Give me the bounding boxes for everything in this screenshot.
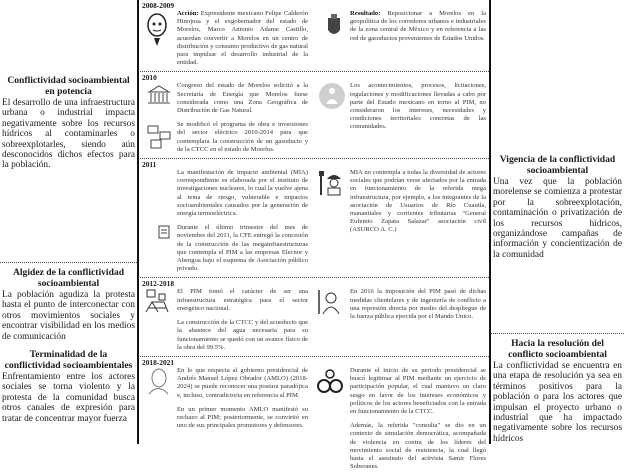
stage-title: Vigencia de la conflictividad socioambiental — [499, 154, 616, 176]
stage-title: Hacia la resolución del conflicto socioambiental — [508, 338, 607, 360]
result-text: En 2016 la imposición del PIM pasó de dichas medidas clientelares y de ingeniería de conflicto a una represión directa por medio del despliegue de la fuerza pública ejercida por el Mando Único. — [350, 288, 486, 321]
event-text: En un primer momento AMLO manifestó su rechazo al PIM; posteriormente, se convirtió en uno de sus principales promotores y defensores. — [177, 405, 308, 430]
event-text: Acción: Expresidente mexicano Felipe Calderón Hinojosa y el exgobernador del estado de Morelos, Marco Antonio Adame Castillo, acuerdan convertir a Morelos en un centro de distribución y consumo productivo de gas natural para impulsar el desarrollo industrial de la entidad. — [177, 10, 308, 67]
stage-text: Una vez que la población morelense se comienza a protestar por la sobreexplotación, contaminación o privatización de los recursos hídricos, organizándose campañas de información y concientización de la comunidad — [493, 177, 622, 260]
document-icon — [158, 225, 170, 239]
community-icon — [318, 82, 346, 110]
coat-of-arms-icon — [320, 12, 348, 40]
year-label: 2012-2018 — [142, 279, 175, 289]
year-label: 2010 — [142, 73, 157, 83]
result-text: Durante el inicio de su periodo presidencial se buscó legitimar al PIM mediante un ejercicio de participación popular, el cual mantuvo un claro sesgo en favor de los intereses económicos y políticos de los actores beneficiados con la entrada en funcionamiento de la CTCC. — [350, 366, 486, 415]
computer-network-icon — [145, 122, 173, 150]
event-text: En lo que respecta al gobierno presidencial de Andrés Manuel López Obrador (AMLO) (2018-2024) se puede reconocer una postura paradójica e, incluso, contradictoria en referencia al PIM. — [177, 366, 308, 399]
stage-terminalidad — [0, 342, 137, 424]
handcuffs-icon — [316, 367, 344, 395]
stage-algidez — [0, 263, 137, 342]
result-text: Además, la referida "consulta" se dio en un contexto de simulación democrática, acompañada de violencia en contra de los líderes del movimiento social de resistencia, la cual llegó hasta el asesinato del activista Samir Flores Soberanes. — [350, 422, 486, 471]
stage-potential — [0, 0, 137, 263]
event-text: Durante el último trimestre del mes de noviembre del 2011, la CFE entregó la concesión de la construcción de las megainfraestructuras que contempla el PIM a las empresas Elecnor y Abengoa bajo el esquema de Asociación público privado. — [177, 224, 308, 273]
police-icon — [316, 288, 344, 316]
timeline-row-2011 — [140, 159, 489, 278]
result-text: Resultado: Reposicionar a Morelos en la geopolítica de los corredores urbanos e industriales de la zona central de México y en referencia a las red de gasoductos provenientes de Estados Unidos. — [350, 10, 486, 42]
year-label: 2008-2009 — [142, 1, 175, 10]
timeline-row-2010 — [140, 72, 489, 159]
stage-vigencia — [491, 0, 624, 334]
event-text: El PIM tomó el carácter de ser una infraestructura estratégica para el sector energético nacional. — [177, 288, 308, 312]
infrastructure-icon — [144, 288, 172, 316]
stage-title: Algidez de la conflictividad socioambiental — [12, 267, 125, 289]
amlo-portrait-icon — [144, 367, 172, 395]
event-text: La manifestación de impacto ambiental (MIA) correspondiente es elaborada por el instituto de investigaciones nucleares, lo cual la vuelve ajena al tema de riesgo, vulnerable e impactos socioambientales causados por la generación de energía termoeléctrica. — [177, 169, 308, 218]
event-text: Congreso del estado de Morelos solicitó a la Secretaría de Energía que Morelos fuese considerada como una Zona Geográfica de Distribución de Gas Natural. — [177, 82, 308, 115]
stage-text: La conflictividad se encuentra en una etapa de resolución ya sea en términos positivos para la población o para los actores que impulsan el proyecto urbano o industrial que ha impactado negativamente sobre los recursos hídricos — [493, 361, 622, 444]
worker-icon — [318, 169, 346, 197]
left-stages — [0, 0, 137, 424]
congress-icon — [145, 82, 173, 110]
year-label: 2011 — [142, 160, 157, 170]
stage-text: El desarrollo de una infraestructura urbana o industrial impacta negativamente sobre los recursos hídricos al contaminarles o sobreexplotarles, siendo aún desconocidos dichos efectos para la población. — [2, 98, 135, 171]
event-text: La construcción de la CTCC y del acueducto que la abastece del agua necesaria para su funcionamiento se quedó con un avance físico de la obra del 99.5%. — [177, 319, 308, 351]
timeline — [140, 0, 489, 475]
event-text: Se modificó el programa de obra e inversiones del sector eléctrico 2010-2014 para que contemplara la construcción de un gasoducto y de la CTCC en el estado de Morelos. — [177, 121, 308, 153]
stage-resolucion — [491, 334, 624, 444]
year-label: 2018-2021 — [142, 357, 175, 367]
result-text: Los acontecimientos, procesos, licitaciones, regulaciones y modificaciones llevadas a cabo por parte del Estado mexicano en torno al PIM, no consideraron los intereses, necesidades y condiciones territoriales concretas de las comunidades. — [350, 82, 486, 131]
president-portrait-icon — [144, 12, 172, 48]
timeline-row-2012-2018 — [140, 278, 489, 356]
stage-text: Enfrentamiento entre los actores sociales se torna violento y la protesta de la comunidad busca otros canales de expresión para tratar de concentrar mayor fuerza — [2, 372, 135, 424]
result-text: MIA no contempla a todas la diversidad de actores sociales que podrían verse afectados por la entrada en funcionamiento de la referida mega infraestructura, por ejemplo, a los integrantes de la asociación de Usuarios de Río Cuautla, manantiales y corrientes tributarias "General Eufemio Zapata Salazar" asociación civil (ASURCO A. C.) — [350, 169, 486, 234]
stage-title: Conflictividad socioambiental en potencia — [7, 75, 130, 97]
timeline-row-2018-2021 — [140, 357, 489, 475]
timeline-row-2008-2009 — [140, 0, 489, 72]
stage-text: La población agudiza la protesta hasta el punto de interconectar con otros movimientos sociales y encontrar visibilidad en los medios de comunicación — [2, 290, 135, 342]
divider-left — [137, 0, 139, 444]
right-stages — [491, 0, 624, 444]
stage-title: Terminalidad de la conflictividad socioambientales — [4, 349, 133, 371]
